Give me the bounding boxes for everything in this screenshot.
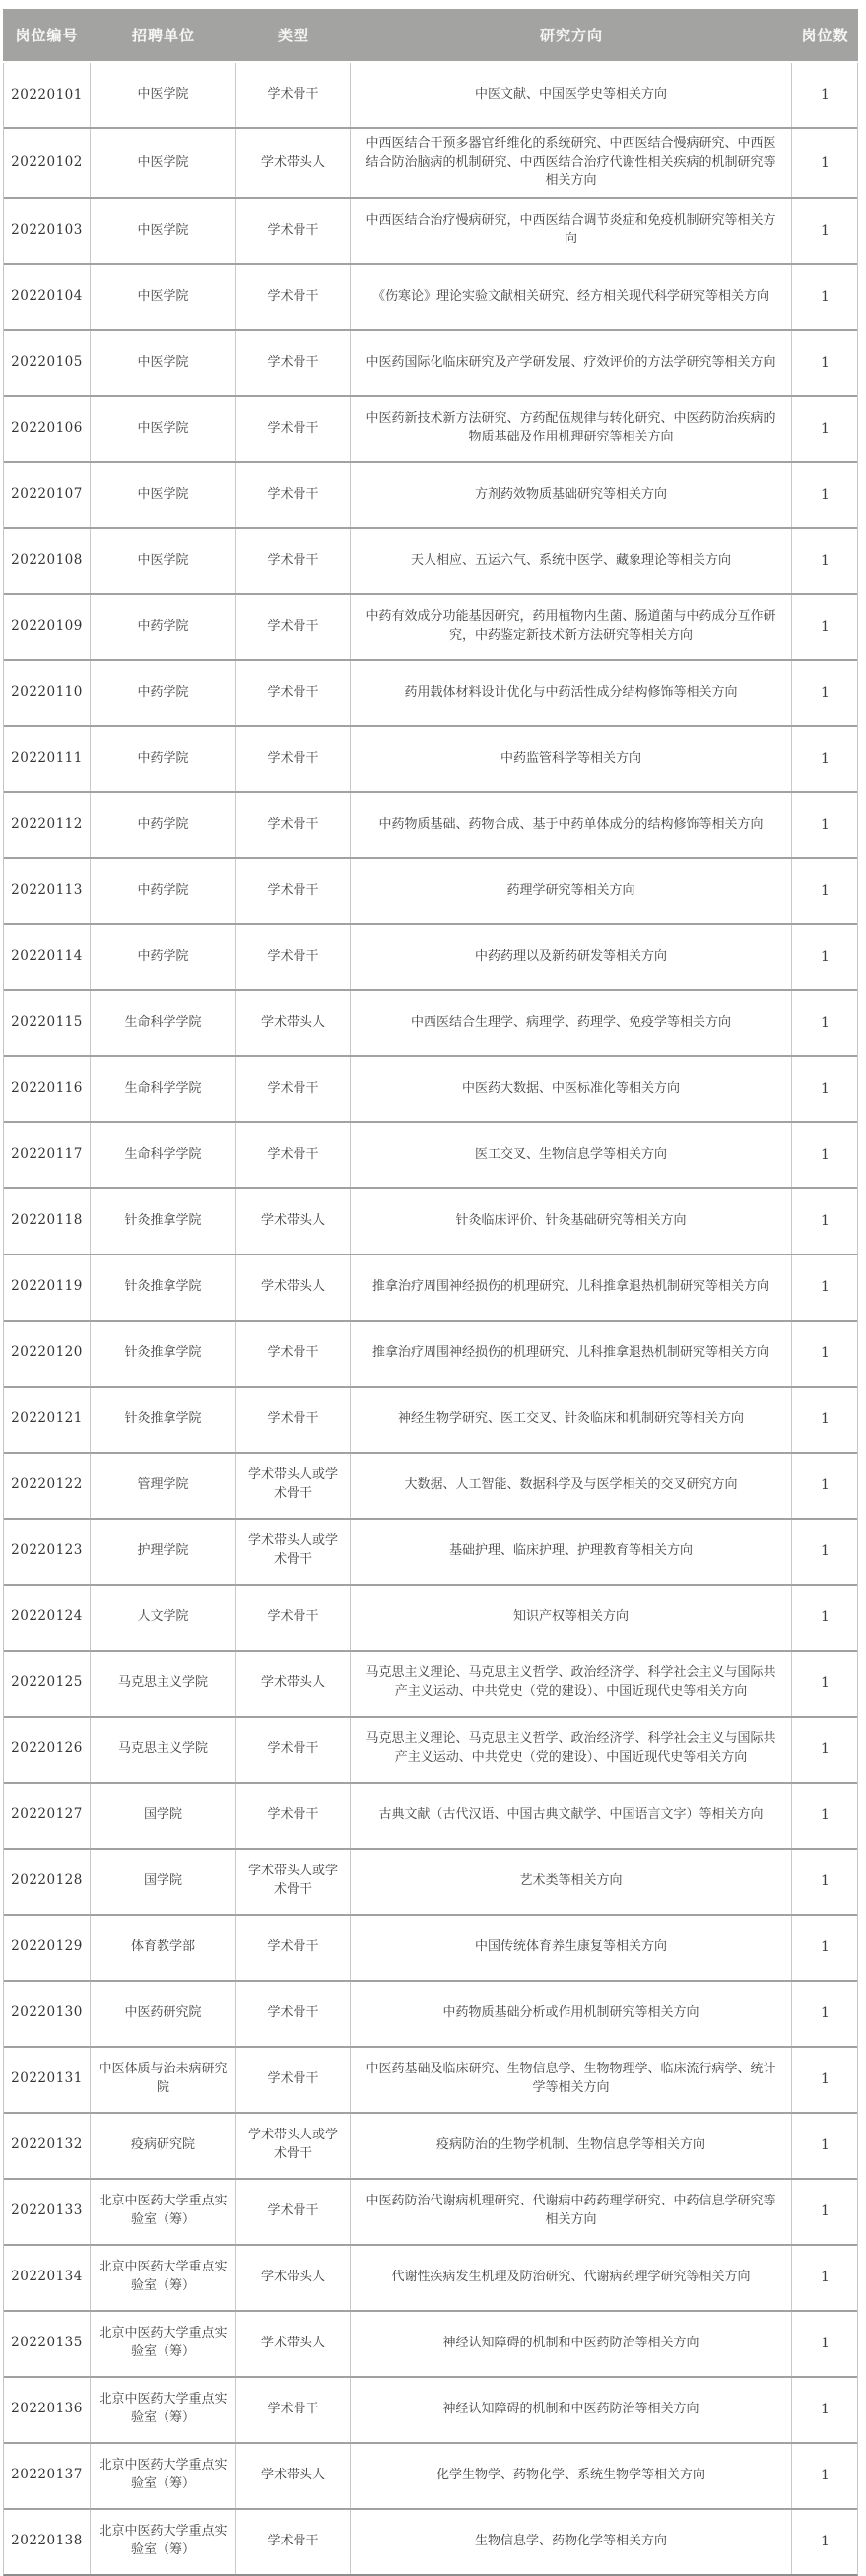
- cell-recruiting-unit: 中医学院: [91, 199, 236, 263]
- table-row: [4, 725, 857, 791]
- cell-research-direction: 神经认知障碍的机制和中医药防治等相关方向: [351, 2378, 792, 2442]
- cell-research-direction: 中国传统体育养生康复等相关方向: [351, 1916, 792, 1980]
- column-header-type: 类型: [277, 27, 309, 44]
- cell-research-direction: 中医药国际化临床研究及产学研发展、疗效评价的方法学研究等相关方向: [351, 331, 792, 395]
- cell-research-direction: 《伤寒论》理论实验文献相关研究、经方相关现代科学研究等相关方向: [351, 265, 792, 329]
- cell-recruiting-unit: 北京中医药大学重点实验室（筹）: [91, 2378, 236, 2442]
- cell-recruiting-unit: 中药学院: [91, 595, 236, 659]
- cell-position-id: 20220128: [4, 1850, 91, 1914]
- cell-position-count: 1: [821, 1080, 830, 1097]
- cell-recruiting-unit: 针灸推拿学院: [91, 1322, 236, 1386]
- cell-position-id: 20220115: [4, 991, 91, 1055]
- cell-position-id: 20220114: [4, 925, 91, 989]
- cell-position-id: 20220108: [4, 529, 91, 593]
- cell-position-count: 1: [821, 1410, 830, 1427]
- cell-type: 学术骨干: [236, 661, 351, 725]
- cell-position-id: 20220137: [4, 2444, 91, 2508]
- cell-position-id: 20220120: [4, 1322, 91, 1386]
- cell-position-count: 1: [821, 486, 830, 503]
- cell-recruiting-unit: 护理学院: [91, 1520, 236, 1584]
- column-header-position-count: 岗位数: [801, 27, 849, 44]
- cell-position-id: 20220134: [4, 2246, 91, 2310]
- cell-research-direction: 中药物质基础、药物合成、基于中药单体成分的结构修饰等相关方向: [351, 793, 792, 857]
- cell-recruiting-unit: 人文学院: [91, 1586, 236, 1650]
- table-row: [4, 1187, 857, 1254]
- cell-type: 学术带头人或学术骨干: [236, 2114, 351, 2178]
- cell-position-count: 1: [821, 87, 830, 103]
- cell-research-direction: 中西医结合治疗慢病研究，中西医结合调节炎症和免疫机制研究等相关方向: [351, 199, 792, 263]
- cell-position-count: 1: [821, 882, 830, 899]
- cell-research-direction: 方剂药效物质基础研究等相关方向: [351, 463, 792, 527]
- cell-research-direction: 基础护理、临床护理、护理教育等相关方向: [351, 1520, 792, 1584]
- cell-type: 学术骨干: [236, 595, 351, 659]
- cell-type: 学术带头人: [236, 2444, 351, 2508]
- cell-recruiting-unit: 针灸推拿学院: [91, 1388, 236, 1452]
- cell-recruiting-unit: 管理学院: [91, 1454, 236, 1518]
- table-header-row: [3, 9, 858, 61]
- cell-position-count: 1: [821, 155, 830, 171]
- cell-position-count: 1: [821, 1014, 830, 1031]
- table-row: [4, 2442, 857, 2508]
- table-row: [4, 1782, 857, 1848]
- cell-type: 学术骨干: [236, 463, 351, 527]
- cell-position-count: 1: [821, 1344, 830, 1361]
- cell-position-id: 20220113: [4, 859, 91, 923]
- cell-type: 学术骨干: [236, 2378, 351, 2442]
- cell-research-direction: 大数据、人工智能、数据科学及与医学相关的交叉研究方向: [351, 1454, 792, 1518]
- cell-recruiting-unit: 中医学院: [91, 129, 236, 197]
- cell-type: 学术骨干: [236, 793, 351, 857]
- cell-type: 学术骨干: [236, 397, 351, 461]
- cell-type: 学术骨干: [236, 265, 351, 329]
- cell-position-count: 1: [821, 1278, 830, 1295]
- cell-type: 学术骨干: [236, 2180, 351, 2244]
- cell-research-direction: 马克思主义理论、马克思主义哲学、政治经济学、科学社会主义与国际共产主义运动、中共党史（党的建设）、中国近现代史等相关方向: [351, 1718, 792, 1782]
- table-row: [4, 659, 857, 725]
- cell-position-id: 20220119: [4, 1255, 91, 1320]
- cell-position-id: 20220110: [4, 661, 91, 725]
- cell-position-count: 1: [821, 1938, 830, 1955]
- cell-position-count: 1: [821, 1476, 830, 1493]
- cell-research-direction: 生物信息学、药物化学等相关方向: [351, 2510, 792, 2574]
- cell-position-count: 1: [821, 750, 830, 767]
- cell-type: 学术骨干: [236, 63, 351, 127]
- cell-recruiting-unit: 马克思主义学院: [91, 1652, 236, 1716]
- cell-research-direction: 代谢性疾病发生机理及防治研究、代谢病药理学研究等相关方向: [351, 2246, 792, 2310]
- table-row: [4, 2244, 857, 2310]
- cell-position-id: 20220111: [4, 727, 91, 791]
- cell-type: 学术骨干: [236, 199, 351, 263]
- table-row: [4, 1914, 857, 1980]
- cell-research-direction: 化学生物学、药物化学、系统生物学等相关方向: [351, 2444, 792, 2508]
- table-row: [4, 2508, 857, 2574]
- table-row: [4, 527, 857, 593]
- cell-position-id: 20220123: [4, 1520, 91, 1584]
- cell-recruiting-unit: 中医药研究院: [91, 1982, 236, 2046]
- cell-position-count: 1: [821, 2533, 830, 2549]
- cell-position-id: 20220129: [4, 1916, 91, 1980]
- cell-position-id: 20220105: [4, 331, 91, 395]
- cell-research-direction: 中医药基础及临床研究、生物信息学、生物物理学、临床流行病学、统计学等相关方向: [351, 2048, 792, 2112]
- table-row: [4, 2376, 857, 2442]
- cell-position-id: 20220126: [4, 1718, 91, 1782]
- column-header-research-direction: 研究方向: [539, 27, 603, 44]
- cell-recruiting-unit: 针灸推拿学院: [91, 1189, 236, 1254]
- cell-recruiting-unit: 中医学院: [91, 397, 236, 461]
- cell-recruiting-unit: 中医学院: [91, 529, 236, 593]
- cell-position-count: 1: [821, 1212, 830, 1229]
- cell-research-direction: 推拿治疗周围神经损伤的机理研究、儿科推拿退热机制研究等相关方向: [351, 1322, 792, 1386]
- cell-position-count: 1: [821, 1872, 830, 1889]
- table-row: [4, 395, 857, 461]
- cell-recruiting-unit: 中医学院: [91, 265, 236, 329]
- cell-recruiting-unit: 北京中医药大学重点实验室（筹）: [91, 2246, 236, 2310]
- column-header-position-id: 岗位编号: [15, 27, 79, 44]
- cell-research-direction: 神经认知障碍的机制和中医药防治等相关方向: [351, 2312, 792, 2376]
- cell-recruiting-unit: 中医体质与治未病研究院: [91, 2048, 236, 2112]
- table-row: [4, 1584, 857, 1650]
- cell-research-direction: 天人相应、五运六气、系统中医学、藏象理论等相关方向: [351, 529, 792, 593]
- cell-position-count: 1: [821, 222, 830, 238]
- cell-recruiting-unit: 中药学院: [91, 925, 236, 989]
- cell-position-count: 1: [821, 2136, 830, 2153]
- table-row: [4, 923, 857, 989]
- cell-recruiting-unit: 国学院: [91, 1850, 236, 1914]
- cell-position-id: 20220138: [4, 2510, 91, 2574]
- cell-position-id: 20220122: [4, 1454, 91, 1518]
- cell-type: 学术骨干: [236, 1916, 351, 1980]
- cell-research-direction: 中西医结合干预多器官纤维化的系统研究、中西医结合慢病研究、中西医结合防治脑病的机制研究、中西医结合治疗代谢性相关疾病的机制研究等相关方向: [351, 129, 792, 197]
- table-row: [4, 1452, 857, 1518]
- cell-position-id: 20220117: [4, 1123, 91, 1187]
- cell-research-direction: 艺术类等相关方向: [351, 1850, 792, 1914]
- cell-research-direction: 古典文献（古代汉语、中国古典文献学、中国语言文字）等相关方向: [351, 1784, 792, 1848]
- cell-type: 学术骨干: [236, 1123, 351, 1187]
- cell-type: 学术带头人: [236, 1652, 351, 1716]
- cell-research-direction: 知识产权等相关方向: [351, 1586, 792, 1650]
- cell-research-direction: 中医药大数据、中医标准化等相关方向: [351, 1057, 792, 1121]
- table-row: [4, 197, 857, 263]
- cell-type: 学术骨干: [236, 1982, 351, 2046]
- cell-recruiting-unit: 中医学院: [91, 331, 236, 395]
- cell-position-id: 20220112: [4, 793, 91, 857]
- cell-type: 学术骨干: [236, 1057, 351, 1121]
- cell-position-count: 1: [821, 2269, 830, 2285]
- cell-recruiting-unit: 生命科学学院: [91, 991, 236, 1055]
- cell-position-count: 1: [821, 2335, 830, 2351]
- cell-research-direction: 中医文献、中国医学史等相关方向: [351, 63, 792, 127]
- cell-type: 学术带头人: [236, 991, 351, 1055]
- cell-type: 学术骨干: [236, 1388, 351, 1452]
- cell-position-id: 20220136: [4, 2378, 91, 2442]
- cell-position-count: 1: [821, 1740, 830, 1757]
- column-header-recruiting-unit: 招聘单位: [131, 27, 195, 44]
- cell-position-count: 1: [821, 2070, 830, 2087]
- table-row: [4, 2046, 857, 2112]
- cell-research-direction: 中医药新技术新方法研究、方药配伍规律与转化研究、中医药防治疾病的物质基础及作用机理研究等相关方向: [351, 397, 792, 461]
- cell-research-direction: 药理学研究等相关方向: [351, 859, 792, 923]
- cell-research-direction: 神经生物学研究、医工交叉、针灸临床和机制研究等相关方向: [351, 1388, 792, 1452]
- cell-recruiting-unit: 中药学院: [91, 859, 236, 923]
- cell-type: 学术带头人: [236, 2312, 351, 2376]
- table-row: [4, 791, 857, 857]
- cell-position-id: 20220109: [4, 595, 91, 659]
- cell-position-count: 1: [821, 354, 830, 371]
- table-row: [4, 989, 857, 1055]
- cell-type: 学术骨干: [236, 727, 351, 791]
- positions-table: [3, 9, 858, 2576]
- cell-recruiting-unit: 北京中医药大学重点实验室（筹）: [91, 2510, 236, 2574]
- cell-position-id: 20220107: [4, 463, 91, 527]
- cell-recruiting-unit: 北京中医药大学重点实验室（筹）: [91, 2180, 236, 2244]
- table-row: [4, 1848, 857, 1914]
- cell-research-direction: 中药有效成分功能基因研究，药用植物内生菌、肠道菌与中药成分互作研究，中药鉴定新技术新方法研究等相关方向: [351, 595, 792, 659]
- cell-research-direction: 中西医结合生理学、病理学、药理学、免疫学等相关方向: [351, 991, 792, 1055]
- cell-type: 学术带头人: [236, 2246, 351, 2310]
- cell-position-id: 20220131: [4, 2048, 91, 2112]
- cell-recruiting-unit: 中药学院: [91, 793, 236, 857]
- cell-type: 学术骨干: [236, 1718, 351, 1782]
- cell-research-direction: 中药物质基础分析或作用机制研究等相关方向: [351, 1982, 792, 2046]
- cell-position-count: 1: [821, 684, 830, 701]
- cell-recruiting-unit: 北京中医药大学重点实验室（筹）: [91, 2444, 236, 2508]
- cell-position-id: 20220124: [4, 1586, 91, 1650]
- cell-research-direction: 医工交叉、生物信息学等相关方向: [351, 1123, 792, 1187]
- table-row: [4, 461, 857, 527]
- cell-research-direction: 推拿治疗周围神经损伤的机理研究、儿科推拿退热机制研究等相关方向: [351, 1255, 792, 1320]
- cell-type: 学术带头人或学术骨干: [236, 1520, 351, 1584]
- table-body: [3, 63, 858, 2576]
- table-row: [4, 1716, 857, 1782]
- cell-recruiting-unit: 体育教学部: [91, 1916, 236, 1980]
- cell-type: 学术骨干: [236, 331, 351, 395]
- table-row: [4, 127, 857, 197]
- table-row: [4, 1254, 857, 1320]
- cell-position-count: 1: [821, 2004, 830, 2021]
- table-row: [4, 593, 857, 659]
- cell-recruiting-unit: 生命科学学院: [91, 1057, 236, 1121]
- cell-position-count: 1: [821, 1674, 830, 1691]
- table-row: [4, 63, 857, 127]
- cell-research-direction: 马克思主义理论、马克思主义哲学、政治经济学、科学社会主义与国际共产主义运动、中共党史（党的建设）、中国近现代史等相关方向: [351, 1652, 792, 1716]
- cell-position-count: 1: [821, 1542, 830, 1559]
- table-row: [4, 1518, 857, 1584]
- cell-recruiting-unit: 中药学院: [91, 661, 236, 725]
- cell-position-count: 1: [821, 2467, 830, 2483]
- cell-position-id: 20220104: [4, 265, 91, 329]
- cell-type: 学术骨干: [236, 2048, 351, 2112]
- cell-position-id: 20220127: [4, 1784, 91, 1848]
- cell-position-id: 20220116: [4, 1057, 91, 1121]
- cell-type: 学术带头人或学术骨干: [236, 1454, 351, 1518]
- cell-type: 学术带头人或学术骨干: [236, 1850, 351, 1914]
- cell-type: 学术带头人: [236, 129, 351, 197]
- cell-recruiting-unit: 北京中医药大学重点实验室（筹）: [91, 2312, 236, 2376]
- cell-position-count: 1: [821, 1608, 830, 1625]
- cell-research-direction: 疫病防治的生物学机制、生物信息学等相关方向: [351, 2114, 792, 2178]
- cell-recruiting-unit: 中药学院: [91, 727, 236, 791]
- table-row: [4, 1055, 857, 1121]
- cell-recruiting-unit: 国学院: [91, 1784, 236, 1848]
- cell-research-direction: 中药监管科学等相关方向: [351, 727, 792, 791]
- cell-type: 学术带头人: [236, 1255, 351, 1320]
- table-row: [4, 329, 857, 395]
- cell-type: 学术带头人: [236, 1189, 351, 1254]
- cell-position-id: 20220118: [4, 1189, 91, 1254]
- cell-type: 学术骨干: [236, 925, 351, 989]
- cell-type: 学术骨干: [236, 2510, 351, 2574]
- cell-position-id: 20220101: [4, 63, 91, 127]
- cell-position-id: 20220102: [4, 129, 91, 197]
- cell-position-count: 1: [821, 2203, 830, 2219]
- cell-recruiting-unit: 马克思主义学院: [91, 1718, 236, 1782]
- cell-position-count: 1: [821, 552, 830, 569]
- cell-type: 学术骨干: [236, 859, 351, 923]
- table-row: [4, 1980, 857, 2046]
- cell-position-count: 1: [821, 948, 830, 965]
- cell-position-count: 1: [821, 816, 830, 833]
- cell-position-id: 20220135: [4, 2312, 91, 2376]
- cell-position-id: 20220132: [4, 2114, 91, 2178]
- cell-position-count: 1: [821, 420, 830, 437]
- cell-recruiting-unit: 中医学院: [91, 63, 236, 127]
- cell-position-id: 20220121: [4, 1388, 91, 1452]
- cell-recruiting-unit: 疫病研究院: [91, 2114, 236, 2178]
- table-row: [4, 1121, 857, 1187]
- cell-research-direction: 中药药理以及新药研发等相关方向: [351, 925, 792, 989]
- cell-position-count: 1: [821, 288, 830, 305]
- cell-research-direction: 药用载体材料设计优化与中药活性成分结构修饰等相关方向: [351, 661, 792, 725]
- table-row: [4, 1650, 857, 1716]
- cell-position-count: 1: [821, 1806, 830, 1823]
- cell-position-count: 1: [821, 2401, 830, 2417]
- cell-position-id: 20220106: [4, 397, 91, 461]
- table-row: [4, 1386, 857, 1452]
- cell-position-id: 20220125: [4, 1652, 91, 1716]
- cell-position-id: 20220103: [4, 199, 91, 263]
- cell-research-direction: 中医药防治代谢病机理研究、代谢病中药药理学研究、中药信息学研究等相关方向: [351, 2180, 792, 2244]
- cell-type: 学术骨干: [236, 1784, 351, 1848]
- table-row: [4, 2310, 857, 2376]
- cell-position-count: 1: [821, 618, 830, 635]
- cell-type: 学术骨干: [236, 1586, 351, 1650]
- cell-position-id: 20220133: [4, 2180, 91, 2244]
- cell-type: 学术骨干: [236, 1322, 351, 1386]
- table-row: [4, 263, 857, 329]
- table-row: [4, 1320, 857, 1386]
- table-row: [4, 2178, 857, 2244]
- table-row: [4, 857, 857, 923]
- cell-recruiting-unit: 中医学院: [91, 463, 236, 527]
- cell-recruiting-unit: 生命科学学院: [91, 1123, 236, 1187]
- table-row: [4, 2112, 857, 2178]
- cell-position-id: 20220130: [4, 1982, 91, 2046]
- cell-position-count: 1: [821, 1146, 830, 1163]
- cell-recruiting-unit: 针灸推拿学院: [91, 1255, 236, 1320]
- cell-research-direction: 针灸临床评价、针灸基础研究等相关方向: [351, 1189, 792, 1254]
- cell-type: 学术骨干: [236, 529, 351, 593]
